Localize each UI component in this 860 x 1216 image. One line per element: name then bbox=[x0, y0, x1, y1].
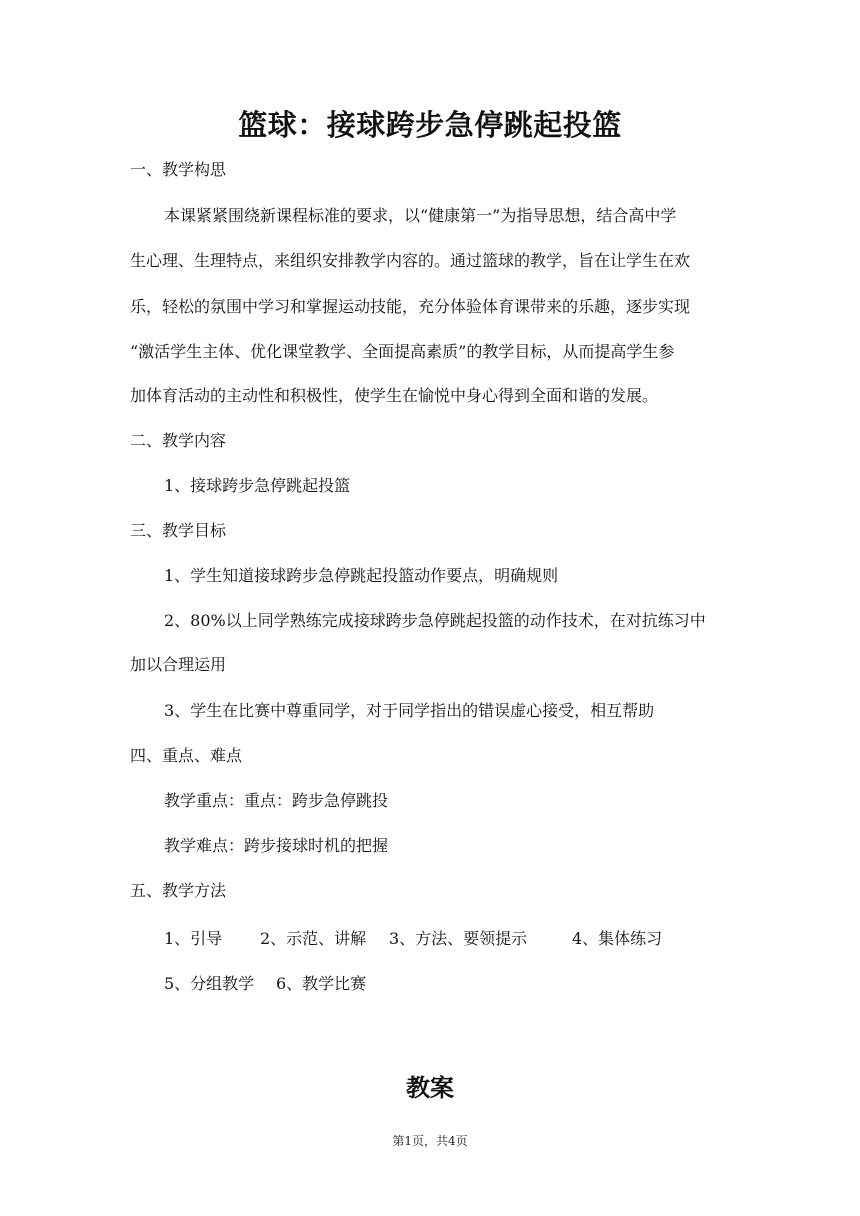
method-item: 4、集体练习 bbox=[572, 929, 663, 948]
method-item: 6、教学比赛 bbox=[276, 974, 367, 993]
lesson-plan-heading: 教案 bbox=[406, 1074, 454, 1102]
paragraph-line: 加体育活动的主动性和积极性，使学生在愉悦中身心得到全面和谐的发展。 bbox=[130, 386, 659, 405]
paragraph-line: 生心理、生理特点，来组织安排教学内容的。通过篮球的教学，旨在让学生在欢 bbox=[130, 251, 691, 270]
paragraph-line: “激活学生主体、优化课堂教学、全面提高素质”的教学目标，从而提高学生参 bbox=[130, 342, 675, 361]
paragraph-line: 本课紧紧围绕新课程标准的要求，以“健康第一”为指导思想，结合高中学 bbox=[164, 206, 677, 225]
section-heading-teaching-methods: 五、教学方法 bbox=[130, 881, 227, 900]
method-item: 5、分组教学 bbox=[164, 974, 255, 993]
section-heading-teaching-objectives: 三、教学目标 bbox=[130, 521, 227, 540]
section-heading-teaching-content: 二、教学内容 bbox=[130, 431, 227, 450]
key-point-text: 教学重点：重点：跨步急停跳投 bbox=[164, 791, 389, 810]
method-item: 3、方法、要领提示 bbox=[389, 929, 528, 948]
paragraph-line: 乐，轻松的氛围中学习和掌握运动技能，充分体验体育课带来的乐趣，逐步实现 bbox=[130, 297, 691, 316]
section-heading-teaching-concept: 一、教学构思 bbox=[130, 160, 227, 179]
list-item: 2、80%以上同学熟练完成接球跨步急停跳起投篮的动作技术，在对抗练习中 bbox=[164, 611, 706, 630]
method-item: 2、示范、讲解 bbox=[260, 929, 367, 948]
page-footer: 第1页，共4页 bbox=[392, 1134, 468, 1148]
difficult-point-text: 教学难点：跨步接球时机的把握 bbox=[164, 836, 389, 855]
list-item: 1、学生知道接球跨步急停跳起投篮动作要点，明确规则 bbox=[164, 566, 559, 585]
section-heading-key-difficult-points: 四、重点、难点 bbox=[130, 746, 243, 765]
method-item: 1、引导 bbox=[164, 929, 223, 948]
document-title: 篮球：接球跨步急停跳起投篮 bbox=[238, 108, 622, 142]
list-item: 1、接球跨步急停跳起投篮 bbox=[164, 476, 351, 495]
list-item: 3、学生在比赛中尊重同学，对于同学指出的错误虚心接受，相互帮助 bbox=[164, 701, 655, 720]
list-item-continuation: 加以合理运用 bbox=[130, 655, 227, 674]
